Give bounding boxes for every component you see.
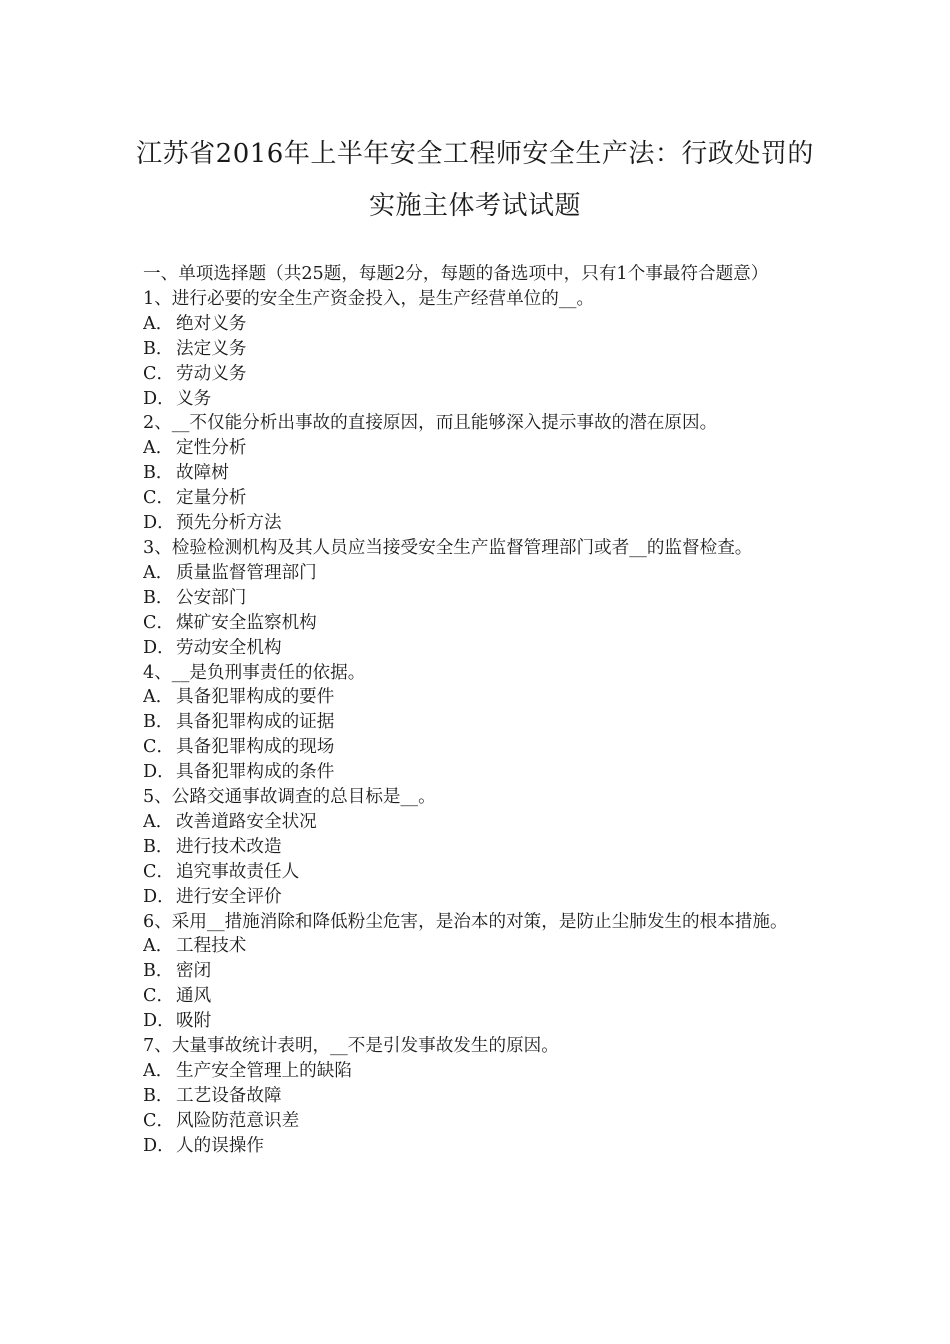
answer-option [143, 461, 811, 486]
question-item [143, 287, 811, 412]
question-item [143, 910, 811, 1035]
option-letter: A． [143, 687, 174, 708]
answer-option [143, 810, 811, 835]
option-text: 风险防范意识差 [176, 1110, 300, 1131]
option-letter: B． [143, 463, 174, 484]
option-letter: B． [143, 712, 174, 733]
answer-option [143, 1109, 811, 1134]
answer-option [143, 760, 811, 785]
option-letter: A． [143, 562, 174, 583]
option-letter: C． [143, 986, 175, 1007]
answer-option [143, 1059, 811, 1084]
option-letter: A． [143, 438, 174, 459]
answer-option [143, 312, 811, 337]
answer-option [143, 436, 811, 461]
answer-option [143, 486, 811, 511]
option-letter: B． [143, 836, 174, 857]
question-item [143, 785, 811, 910]
option-text: 定性分析 [176, 438, 247, 459]
title-line-1: 江苏省2016年上半年安全工程师安全生产法：行政处罚的 [136, 139, 814, 169]
option-text: 公安部门 [176, 587, 247, 608]
question-stem: 7、大量事故统计表明，__不是引发事故发生的原因。 [143, 1036, 559, 1057]
option-letter: C． [143, 737, 175, 758]
option-text: 进行技术改造 [176, 836, 282, 857]
option-letter: A． [143, 811, 174, 832]
section-heading: 一、单项选择题（共25题，每题2分，每题的备选项中，只有1个事最符合题意） [143, 264, 769, 284]
option-letter: C． [143, 1110, 175, 1131]
answer-option [143, 561, 811, 586]
option-letter: B． [143, 338, 174, 359]
answer-option [143, 685, 811, 710]
answer-option [143, 934, 811, 959]
option-text: 进行安全评价 [176, 886, 282, 907]
option-text: 具备犯罪构成的要件 [176, 687, 335, 708]
option-letter: D． [143, 886, 175, 907]
option-text: 预先分析方法 [176, 513, 282, 534]
option-text: 质量监督管理部门 [176, 562, 317, 583]
answer-option [143, 1009, 811, 1034]
answer-option [143, 1084, 811, 1109]
question-stem: 4、__是负刑事责任的依据。 [143, 662, 366, 683]
option-text: 人的误操作 [176, 1135, 264, 1156]
answer-option [143, 885, 811, 910]
option-letter: D． [143, 1135, 175, 1156]
option-letter: D． [143, 1011, 175, 1032]
question-item [143, 411, 811, 536]
answer-option [143, 362, 811, 387]
answer-option [143, 586, 811, 611]
option-text: 改善道路安全状况 [176, 811, 317, 832]
answer-option [143, 511, 811, 536]
option-letter: A． [143, 936, 174, 957]
answer-option [143, 636, 811, 661]
answer-option [143, 611, 811, 636]
question-stem: 6、采用__措施消除和降低粉尘危害，是治本的对策，是防止尘肺发生的根本措施。 [143, 911, 788, 932]
question-item [143, 661, 811, 786]
question-stem: 2、__不仅能分析出事故的直接原因，而且能够深入提示事故的潜在原因。 [143, 413, 718, 434]
question-stem: 5、公路交通事故调查的总目标是__。 [143, 787, 436, 808]
option-text: 具备犯罪构成的现场 [176, 737, 335, 758]
option-text: 生产安全管理上的缺陷 [176, 1061, 352, 1081]
option-text: 煤矿安全监察机构 [176, 612, 317, 633]
option-letter: D． [143, 388, 175, 409]
option-letter: D． [143, 637, 175, 658]
question-item [143, 536, 811, 661]
option-text: 故障树 [176, 463, 229, 484]
question-stem: 3、检验检测机构及其人员应当接受安全生产监督管理部门或者__的监督检查。 [143, 537, 753, 558]
option-text: 义务 [176, 388, 212, 409]
option-letter: C． [143, 861, 175, 882]
option-letter: D． [143, 762, 175, 783]
exam-content [143, 262, 811, 1159]
page-title [100, 128, 850, 232]
answer-option [143, 959, 811, 984]
option-letter: C． [143, 363, 175, 384]
answer-option [143, 710, 811, 735]
title-line-2: 实施主体考试试题 [368, 191, 581, 221]
option-text: 劳动义务 [176, 363, 247, 384]
answer-option [143, 835, 811, 860]
option-text: 工艺设备故障 [176, 1085, 282, 1106]
answer-option [143, 387, 811, 412]
option-letter: C． [143, 612, 175, 633]
option-letter: B． [143, 587, 174, 608]
option-letter: B． [143, 961, 174, 982]
option-letter: A． [143, 313, 174, 334]
option-letter: C． [143, 488, 175, 509]
option-text: 法定义务 [176, 338, 247, 359]
option-text: 工程技术 [176, 936, 247, 957]
option-text: 密闭 [176, 961, 212, 982]
option-text: 通风 [176, 986, 212, 1007]
question-item [143, 1034, 811, 1159]
option-text: 吸附 [176, 1011, 212, 1032]
question-stem: 1、进行必要的安全生产资金投入，是生产经营单位的__。 [143, 288, 595, 309]
option-text: 追究事故责任人 [176, 861, 300, 882]
option-letter: A． [143, 1061, 174, 1081]
question-list [143, 287, 811, 1159]
option-text: 劳动安全机构 [176, 637, 282, 658]
answer-option [143, 860, 811, 885]
option-text: 具备犯罪构成的条件 [176, 762, 335, 783]
option-letter: D． [143, 513, 175, 534]
option-letter: B． [143, 1085, 174, 1106]
answer-option [143, 984, 811, 1009]
option-text: 具备犯罪构成的证据 [176, 712, 335, 733]
answer-option [143, 337, 811, 362]
option-text: 定量分析 [176, 488, 247, 509]
option-text: 绝对义务 [176, 313, 247, 334]
answer-option [143, 1134, 811, 1159]
answer-option [143, 735, 811, 760]
